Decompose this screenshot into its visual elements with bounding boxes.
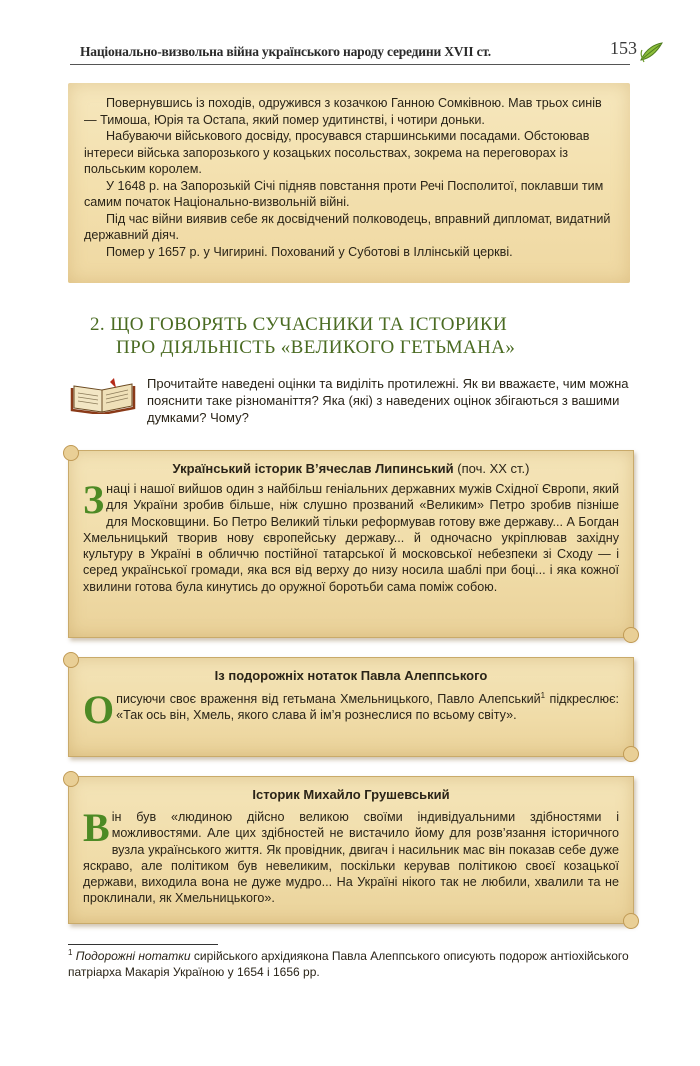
quote-text (83, 687, 620, 732)
biography-text (84, 95, 614, 260)
footnote-ref: 1 (540, 690, 546, 700)
quote-title-date: (поч. XX ст.) (457, 461, 530, 476)
footnote-text: сирійського архідиякона Павла Алеппського описують подорож антіохійського патріарха Макарія Україною у 1654 і 1656 рр. (68, 949, 629, 979)
quote-title (69, 787, 633, 802)
leaf-ornament-icon (638, 40, 664, 64)
dropcap: О (83, 687, 115, 732)
quote-title-name: Із подорожніх нотаток Павла Алеппського (214, 668, 488, 683)
page-number: 153 (610, 38, 637, 58)
section-heading-line1: 2. ЩО ГОВОРЯТЬ СУЧАСНИКИ ТА ІСТОРИКИ (90, 314, 508, 335)
quote-text (83, 805, 619, 907)
bio-paragraph: Повернувшись із походів, одружився з козачкою Ганною Сомківною. Мав трьох синів — Тимоша, Юрія та Остапа, який помер удитинстві, і чотири доньки. (84, 96, 602, 127)
task-text: Прочитайте наведені оцінки та виділіть протилежні. Як ви вважаєте, чим можна пояснити таке різноманіття? Яка (які) з наведених оцінок збігаються з вашими думками? Чому? (147, 376, 629, 425)
section-heading-line2: ПРО ДІЯЛЬНІСТЬ «ВЕЛИКОГО ГЕТЬМАНА» (116, 337, 516, 358)
footnote (68, 948, 640, 980)
quote-title (69, 461, 633, 476)
biography-box (68, 83, 630, 283)
bio-paragraph: Під час війни виявив себе як досвідчений полководець, вправний дипломат, видатний державний діяч. (84, 211, 611, 242)
quote-body-part1: писуючи своє враження від гетьмана Хмельницького, Павло Алепський (116, 692, 541, 706)
footnote-rule (68, 944, 218, 945)
quote-title (69, 668, 633, 683)
page-header (70, 36, 660, 66)
bio-paragraph: У 1648 р. на Запорозькій Січі підняв повстання проти Речі Посполитої, поклавши тим самим початок Національно-визвольній війні. (84, 178, 604, 209)
dropcap: З (83, 477, 105, 522)
quote-body: ін був «людиною дійсно великою своїми індивідуальними здібностями і можливостями. Але цих здібностей не вистачило йому для розв’язання історичного вузла українського життя. Як провідник, двигач і насильник мас він показав себе дуже яскраво, але політиком був невеликим, поскільки керував політикою своєї козацької держави, виходила вона не дуже мудро... На Україні нікого так не любили, хвалили та не проклинали, як Хмельницького». (83, 810, 619, 906)
quote-box-hrushevsky (68, 776, 634, 924)
bio-paragraph: Набуваючи військового досвіду, просувався старшинськими посадами. Обстоював інтереси війська запорозького у козацьких посольствах, зокрема на переговорах із польським королем. (84, 129, 590, 176)
quote-body: наці і нашої вийшов один з найбільш геніальних державних мужів Східної Європи, який для України зробив більше, ніж слушно прозваний «Великим» Петро зробив пізніше для Московщини. Бо Петро Великий тільки реформував готову вже державу... А Богдан Хмельницький творив нову європейську державу... й одночасно укріплював західну культуру в Україні в обличчю постійної татарської й московської небезпеки зі Сходу — і серед української громади, яка вся від верху до низу носила шаблі при боці... і яка кожної хвилини готова була кинутись до оружної боротьби сама поміж собою. (83, 482, 619, 594)
quote-text (83, 477, 619, 595)
dropcap: В (83, 805, 110, 850)
running-title: Національно-визвольна війна українського народу середини XVII ст. (80, 44, 491, 59)
footnote-marker: 1 (68, 948, 73, 957)
quote-body-part2: підкреслює: «Так ось він, Хмель, якого слава й ім’я рознеслися по всьому світу». (116, 692, 620, 723)
section-heading (90, 313, 630, 359)
quote-title-name: Історик Михайло Грушевський (252, 787, 450, 802)
quote-title-name: Український історик В’ячеслав Липинський (172, 461, 454, 476)
bio-paragraph: Помер у 1657 р. у Чигирині. Похований у Суботові в Іллінській церкві. (106, 244, 513, 259)
quote-box-aleppsky (68, 657, 634, 757)
open-book-icon (70, 376, 136, 414)
header-rule (70, 64, 630, 65)
quote-box-lypynsky (68, 450, 634, 638)
footnote-italic: Подорожні нотатки (75, 949, 191, 963)
